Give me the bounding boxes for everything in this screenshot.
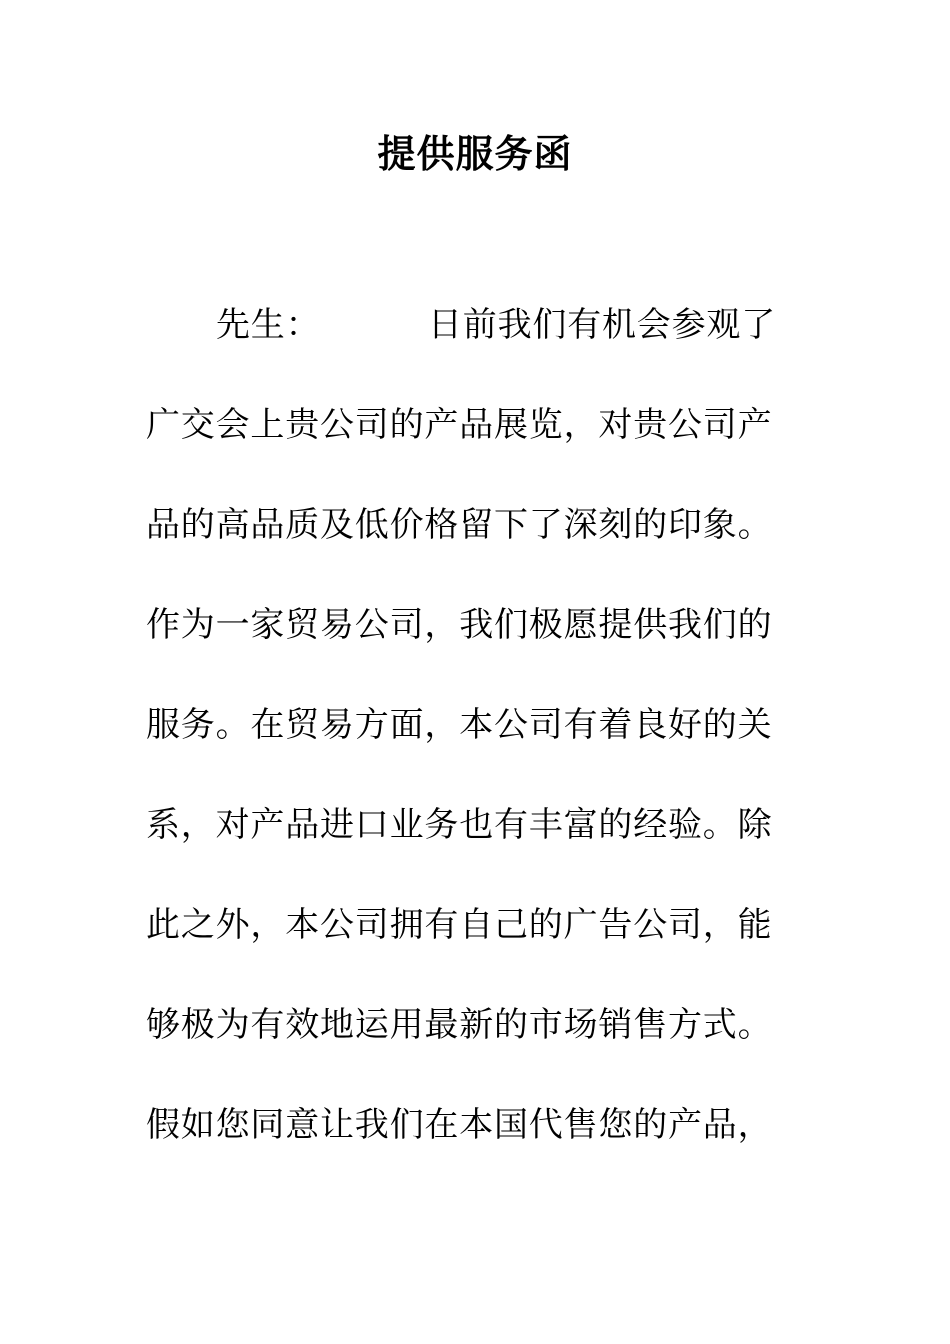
body-line-5: 服务。在贸易方面，本公司有着良好的关 <box>146 705 773 745</box>
salutation: 先生： <box>216 305 321 345</box>
body-line-6: 系，对产品进口业务也有丰富的经验。除 <box>146 805 773 845</box>
document-title: 提供服务函 <box>377 131 573 176</box>
body-line-8: 够极为有效地运用最新的市场销售方式。 <box>146 1005 773 1045</box>
body-line-1 <box>146 300 786 400</box>
letter-body <box>146 300 786 1200</box>
body-line-3: 品的高品质及低价格留下了深刻的印象。 <box>146 505 773 545</box>
body-line-4: 作为一家贸易公司，我们极愿提供我们的 <box>146 605 773 645</box>
body-line-7: 此之外，本公司拥有自己的广告公司，能 <box>146 905 773 945</box>
body-line-2: 广交会上贵公司的产品展览，对贵公司产 <box>146 405 773 445</box>
body-line-9: 假如您同意让我们在本国代售您的产品， <box>146 1105 773 1145</box>
body-line-1-text: 日前我们有机会参观了 <box>428 305 776 345</box>
